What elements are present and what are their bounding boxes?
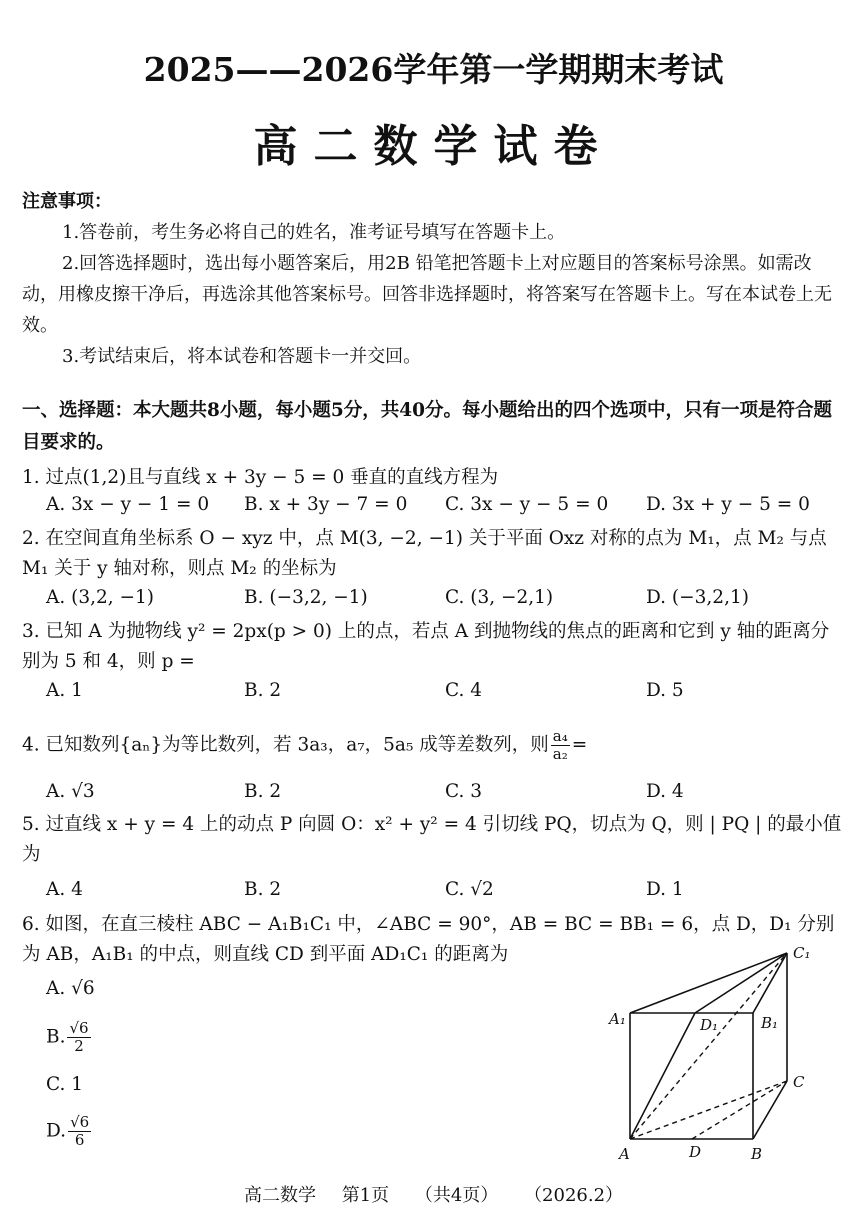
option-c: C. √2	[445, 879, 494, 900]
fraction-sqrt6-over-6	[68, 1114, 91, 1149]
footer-total: （共4页）	[414, 1185, 499, 1206]
option-c: C. (3, −2,1)	[445, 587, 554, 608]
question-5-stem: 5. 过直线 x + y = 4 上的动点 P 向圆 O：x² + y² = 4 引切线 PQ，切点为 Q，则 | PQ | 的最小值为	[22, 814, 842, 865]
notice-block	[22, 186, 847, 372]
option-b	[46, 1020, 93, 1055]
notice-item-3: 3.考试结束后，将本试卷和答题卡一并交回。	[62, 346, 422, 367]
option-c: C. 1	[46, 1074, 84, 1095]
segment-d-c-dashed	[692, 1081, 787, 1139]
notice-item-1: 1.答卷前，考生务必将自己的姓名，准考证号填写在答题卡上。	[62, 222, 566, 243]
question-2-stem: 2. 在空间直角坐标系 O − xyz 中，点 M(3, −2, −1) 关于平面 Oxz 对称的点为 M₁，点 M₂ 与点 M₁ 关于 y 轴对称，则点 M₂ 的坐标为	[22, 528, 827, 579]
question-3-options	[46, 680, 846, 710]
option-c: C. 3	[445, 781, 483, 802]
notice-item-2: 2.回答选择题时，选出每小题答案后，用2B 铅笔把答题卡上对应题目的答案标号涂黑。如需改动，用橡皮擦干净后，再选涂其他答案标号。回答非选择题时，将答案写在答题卡上。写在本试卷上无效。	[22, 253, 832, 336]
question-1-options	[46, 494, 846, 524]
option-d-label: D.	[46, 1120, 67, 1142]
fraction-numerator: a₄	[552, 727, 568, 745]
question-4-equals: =	[571, 734, 588, 756]
question-6-stem: 6. 如图，在直三棱柱 ABC − A₁B₁C₁ 中，∠ABC = 90°，AB = BC = BB₁ = 6，点 D，D₁ 分别为 AB，A₁B₁ 的中点，则直线 CD 到平面 AD₁C₁ 的距离为	[22, 914, 835, 965]
option-b: B. 2	[244, 879, 282, 900]
option-b: B. (−3,2, −1)	[244, 587, 368, 608]
label-b1: B₁	[761, 1014, 779, 1032]
fraction-numerator: √6	[69, 1019, 89, 1037]
question-4-stem-text: 4. 已知数列{aₙ}为等比数列，若 3a₃，a₇，5a₅ 成等差数列，则	[22, 734, 549, 756]
section-heading: 一、选择题：本大题共8小题，每小题5分，共40分。每小题给出的四个选项中，只有一项是符合题目要求的。	[22, 400, 832, 453]
fraction-denominator: a₂	[552, 745, 568, 763]
prism-figure	[605, 940, 820, 1170]
fraction-a4-over-a2	[551, 728, 570, 763]
edge-b1-c1	[753, 953, 787, 1013]
footer-subject: 高二数学	[243, 1185, 316, 1206]
option-a: A. 4	[46, 879, 83, 900]
question-4-stem	[22, 728, 847, 763]
segment-a-d1	[630, 1013, 695, 1139]
label-d1: D₁	[700, 1016, 719, 1034]
question-4-options	[46, 781, 846, 811]
option-b: B. 2	[244, 680, 282, 701]
segment-a-c1-dashed	[630, 953, 787, 1139]
option-a: A. √3	[46, 781, 95, 802]
option-d: D. 5	[646, 680, 684, 701]
label-a1: A₁	[609, 1010, 626, 1028]
footer-date: （2026.2）	[524, 1185, 624, 1206]
notice-heading: 注意事项：	[22, 191, 112, 212]
option-d: D. 3x + y − 5 = 0	[646, 494, 810, 515]
option-d	[46, 1114, 93, 1149]
option-b: B. 2	[244, 781, 282, 802]
label-a: A	[619, 1145, 630, 1163]
option-b: B. x + 3y − 7 = 0	[244, 494, 408, 515]
label-d: D	[689, 1143, 702, 1161]
exam-title: 2025——2026学年第一学期期末考试	[143, 50, 724, 89]
option-a: A. (3,2, −1)	[46, 587, 155, 608]
question-1-stem: 1. 过点(1,2)且与直线 x + 3y − 5 = 0 垂直的直线方程为	[22, 467, 499, 488]
label-c1: C₁	[793, 944, 811, 962]
question-5-options	[46, 879, 846, 909]
footer-page: 第1页	[341, 1185, 390, 1206]
option-d: D. (−3,2,1)	[646, 587, 749, 608]
option-a: A. 3x − y − 1 = 0	[46, 494, 210, 515]
option-a: A. 1	[46, 680, 83, 701]
fraction-sqrt6-over-2	[67, 1020, 90, 1055]
label-b: B	[751, 1145, 763, 1163]
question-3-stem: 3. 已知 A 为抛物线 y² = 2px(p > 0) 上的点，若点 A 到抛物线的焦点的距离和它到 y 轴的距离分别为 5 和 4，则 p =	[22, 621, 830, 672]
fraction-denominator: 6	[74, 1131, 85, 1149]
option-d: D. 1	[646, 879, 684, 900]
option-a: A. √6	[46, 978, 95, 999]
fraction-numerator: √6	[70, 1113, 90, 1131]
page-footer	[0, 1181, 867, 1207]
segment-a-c-dashed	[630, 1081, 787, 1139]
option-c: C. 3x − y − 5 = 0	[445, 494, 609, 515]
label-c: C	[793, 1073, 805, 1091]
option-c: C. 4	[445, 680, 483, 701]
question-2-options	[46, 587, 846, 617]
fraction-denominator: 2	[74, 1037, 84, 1055]
option-d: D. 4	[646, 781, 684, 802]
edge-b-c	[753, 1081, 787, 1139]
option-b-label: B.	[46, 1026, 66, 1048]
exam-subtitle: 高二数学试卷	[253, 121, 614, 172]
